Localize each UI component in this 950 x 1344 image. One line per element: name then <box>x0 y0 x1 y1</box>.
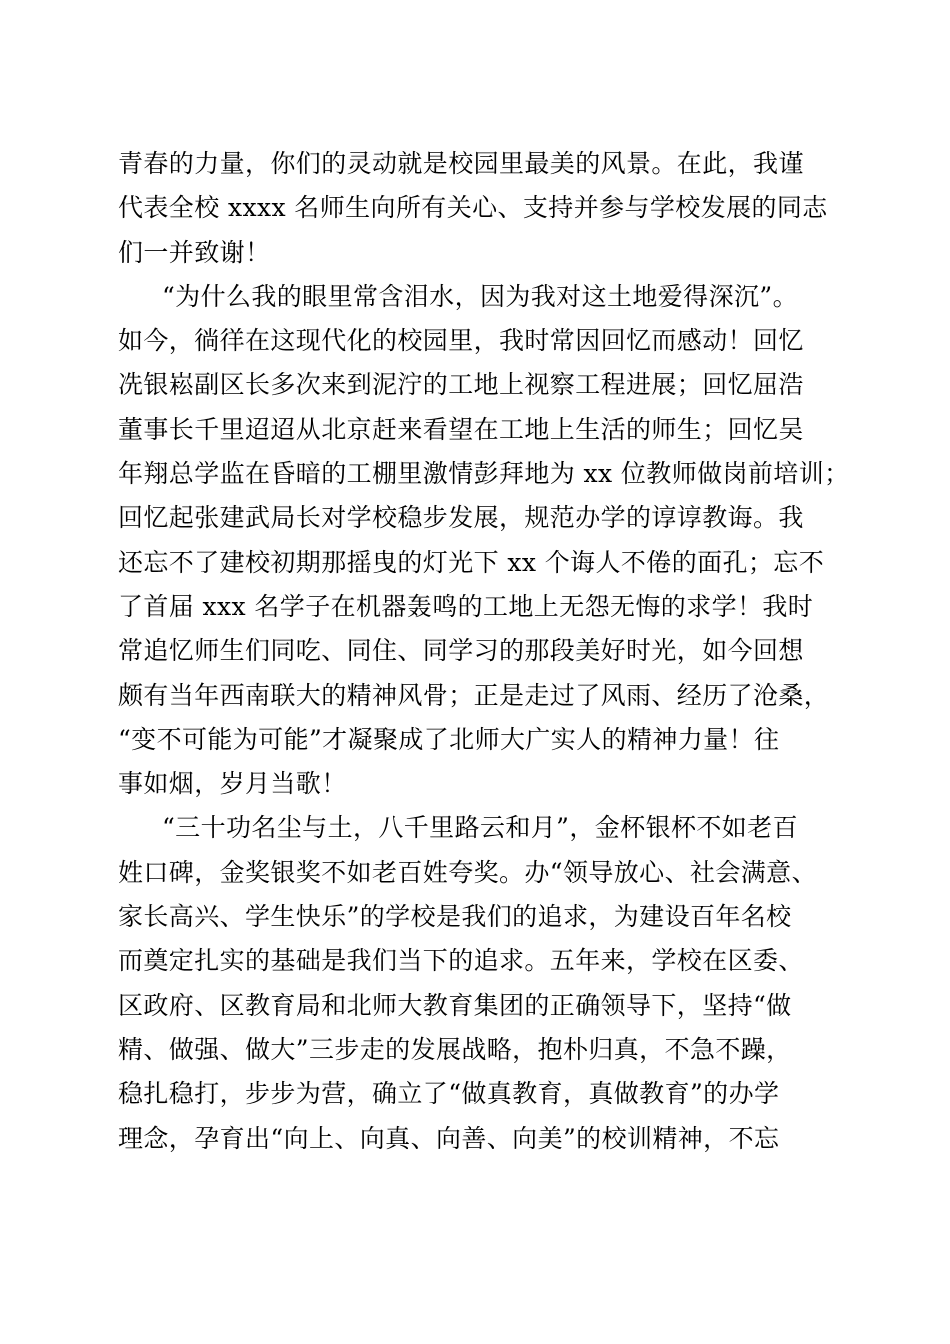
text-line: “三十功名尘与土，八千里路云和月”，金杯银杯不如老百 <box>162 813 798 843</box>
text-line: 事如烟，岁月当歌！ <box>118 769 347 799</box>
paragraph-1 <box>118 142 833 275</box>
text-line: 常追忆师生们同吃、同住、同学习的那段美好时光，如今回想 <box>118 636 804 666</box>
text-line: 而奠定扎实的基础是我们当下的追求。五年来，学校在区委、 <box>118 946 804 976</box>
text-line: 回忆起张建武局长对学校稳步发展，规范办学的谆谆教诲。我 <box>118 503 804 533</box>
text-line: 了首届 xxx 名学子在机器轰鸣的工地上无怨无悔的求学！我时 <box>118 591 814 621</box>
text-line: 冼银崧副区长多次来到泥泞的工地上视察工程进展；回忆屈浩 <box>118 370 804 400</box>
text-line: 年翔总学监在昏暗的工棚里激情彭拜地为 xx 位教师做岗前培训； <box>118 459 850 489</box>
text-line: 们一并致谢！ <box>118 237 271 267</box>
text-line: 精、做强、做大”三步走的发展战略，抱朴归真，不急不躁， <box>118 1034 792 1064</box>
text-line: 理念，孕育出“向上、向真、向善、向美”的校训精神，不忘 <box>118 1123 780 1153</box>
text-line: 区政府、区教育局和北师大教育集团的正确领导下，坚持“做 <box>118 990 792 1020</box>
text-line: 稳扎稳打，步步为营，确立了“做真教育，真做教育”的办学 <box>118 1079 780 1109</box>
text-line: 还忘不了建校初期那摇曳的灯光下 xx 个诲人不倦的面孔；忘不 <box>118 547 825 577</box>
text-line: 家长高兴、学生快乐”的学校是我们的追求，为建设百年名校 <box>118 902 792 932</box>
text-line: 青春的力量，你们的灵动就是校园里最美的风景。在此，我谨 <box>118 149 804 178</box>
text-line: 董事长千里迢迢从北京赶来看望在工地上生活的师生；回忆吴 <box>118 414 804 444</box>
text-line: “为什么我的眼里常含泪水，因为我对这土地爱得深沉”。 <box>162 281 798 311</box>
text-line: 如今，徜徉在这现代化的校园里，我时常因回忆而感动！回忆 <box>118 326 804 356</box>
text-line: 代表全校 xxxx 名师生向所有关心、支持并参与学校发展的同志 <box>118 193 828 223</box>
text-line: 姓口碑，金奖银奖不如老百姓夸奖。办“领导放心、社会满意、 <box>118 857 817 887</box>
text-line: 颇有当年西南联大的精神风骨；正是走过了风雨、经历了沧桑， <box>118 680 830 710</box>
paragraph-2 <box>118 275 850 807</box>
paragraph-3 <box>118 806 833 1160</box>
text-line: “变不可能为可能”才凝聚成了北师大广实人的精神力量！往 <box>118 724 780 754</box>
body-text <box>118 142 850 1161</box>
